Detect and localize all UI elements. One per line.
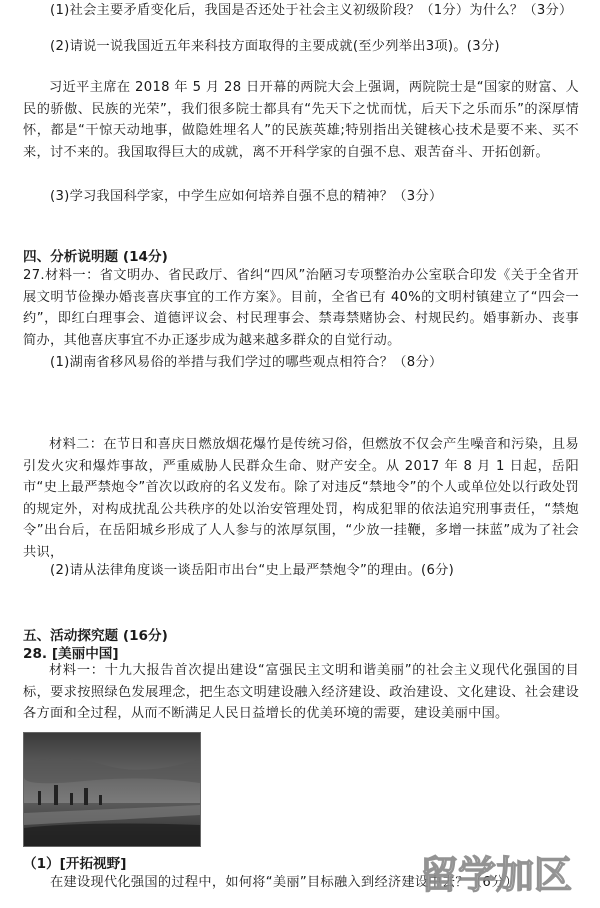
section-4-title: 四、分析说明题 (14分)	[23, 249, 168, 265]
section-5-title: 五、活动探究题 (16分)	[23, 628, 168, 644]
svg-text:留学加区: 留学加区	[420, 853, 573, 897]
material-3: 材料一：十九大报告首次提出建设“富强民主文明和谐美丽”的社会主义现代化强国的目标，要求按照绿色发展理念，把生态文明建设融入经济建设、政治建设、文化建设、社会建设各方面和全过程，从而不断满足人民日益增长的优美环境的需要，建设美丽中国。	[23, 663, 579, 722]
landscape-photo	[23, 732, 201, 847]
subquestion-1-question: 在建设现代化强国的过程中，如何将“美丽”目标融入到经济建设中去？（6分）	[50, 875, 519, 890]
question-2: (2)请说一说我国近五年来科技方面取得的主要成就(至少列举出3项)。(3分)	[50, 39, 500, 54]
question-1: (1)社会主要矛盾变化后，我国是否还处于社会主义初级阶段？（1分）为什么？（3分）	[50, 3, 573, 18]
paragraph-xi: 习近平主席在 2018 年 5 月 28 日开幕的两院大会上强调，两院院士是“国家的财富、人民的骄傲、民族的光荣”，我们很多院士都具有“先天下之忧而忧，后天下之乐而乐”的深厚情怀，都是“干惊天动地事，做隐姓埋名人”的民族英雄;特别指出关键核心技术是要不来、买不来，讨不来的。我国取得巨大的成就，离不开科学家的自强不息、艰苦奋斗、开拓创新。	[23, 80, 579, 160]
material-2: 材料二：在节日和喜庆日燃放烟花爆竹是传统习俗，但燃放不仅会产生噪音和污染，且易引发火灾和爆炸事故，严重威胁人民群众生命、财产安全。从 2017 年 8 月 1 日起，岳阳市“史上最严禁炮令”首次以政府的名义发布。除了对违反“禁地令”的个人或单位处以行政处罚的规定外，对构成扰乱公共秩序的处以治安管理处罚，构成犯罪的依法追究刑事责任，“禁炮令”出台后，在岳阳城乡形成了人人参与的浓厚氛围，“少放一挂鞭，多增一抹蓝”成为了社会共识，	[23, 437, 579, 560]
question-27-2: (2)请从法律角度谈一谈岳阳市出台“史上最严禁炮令”的理由。(6分)	[50, 563, 455, 578]
question-28-title: 28. [美丽中国]	[23, 646, 119, 662]
material-1: 27.材料一：省文明办、省民政厅、省纠“四风”治陋习专项整治办公室联合印发《关于全省开展文明节俭操办婚丧喜庆事宜的工作方案》。目前，全省已有 40%的文明村镇建立了“四会一约”，即红白理事会、道德评议会、村民理事会、禁毒禁赌协会、村规民约。婚事新办、丧事简办，其他喜庆事宜不办正逐步成为越来越多群众的自觉行动。	[23, 268, 579, 348]
question-3: (3)学习我国科学家，中学生应如何培养自强不息的精神？（3分）	[50, 189, 443, 204]
site-watermark-logo	[416, 846, 594, 904]
subquestion-1-title: （1）[开拓视野]	[23, 856, 127, 872]
question-27-1: (1)湖南省移风易俗的举措与我们学过的哪些观点相符合？（8分）	[50, 355, 443, 370]
